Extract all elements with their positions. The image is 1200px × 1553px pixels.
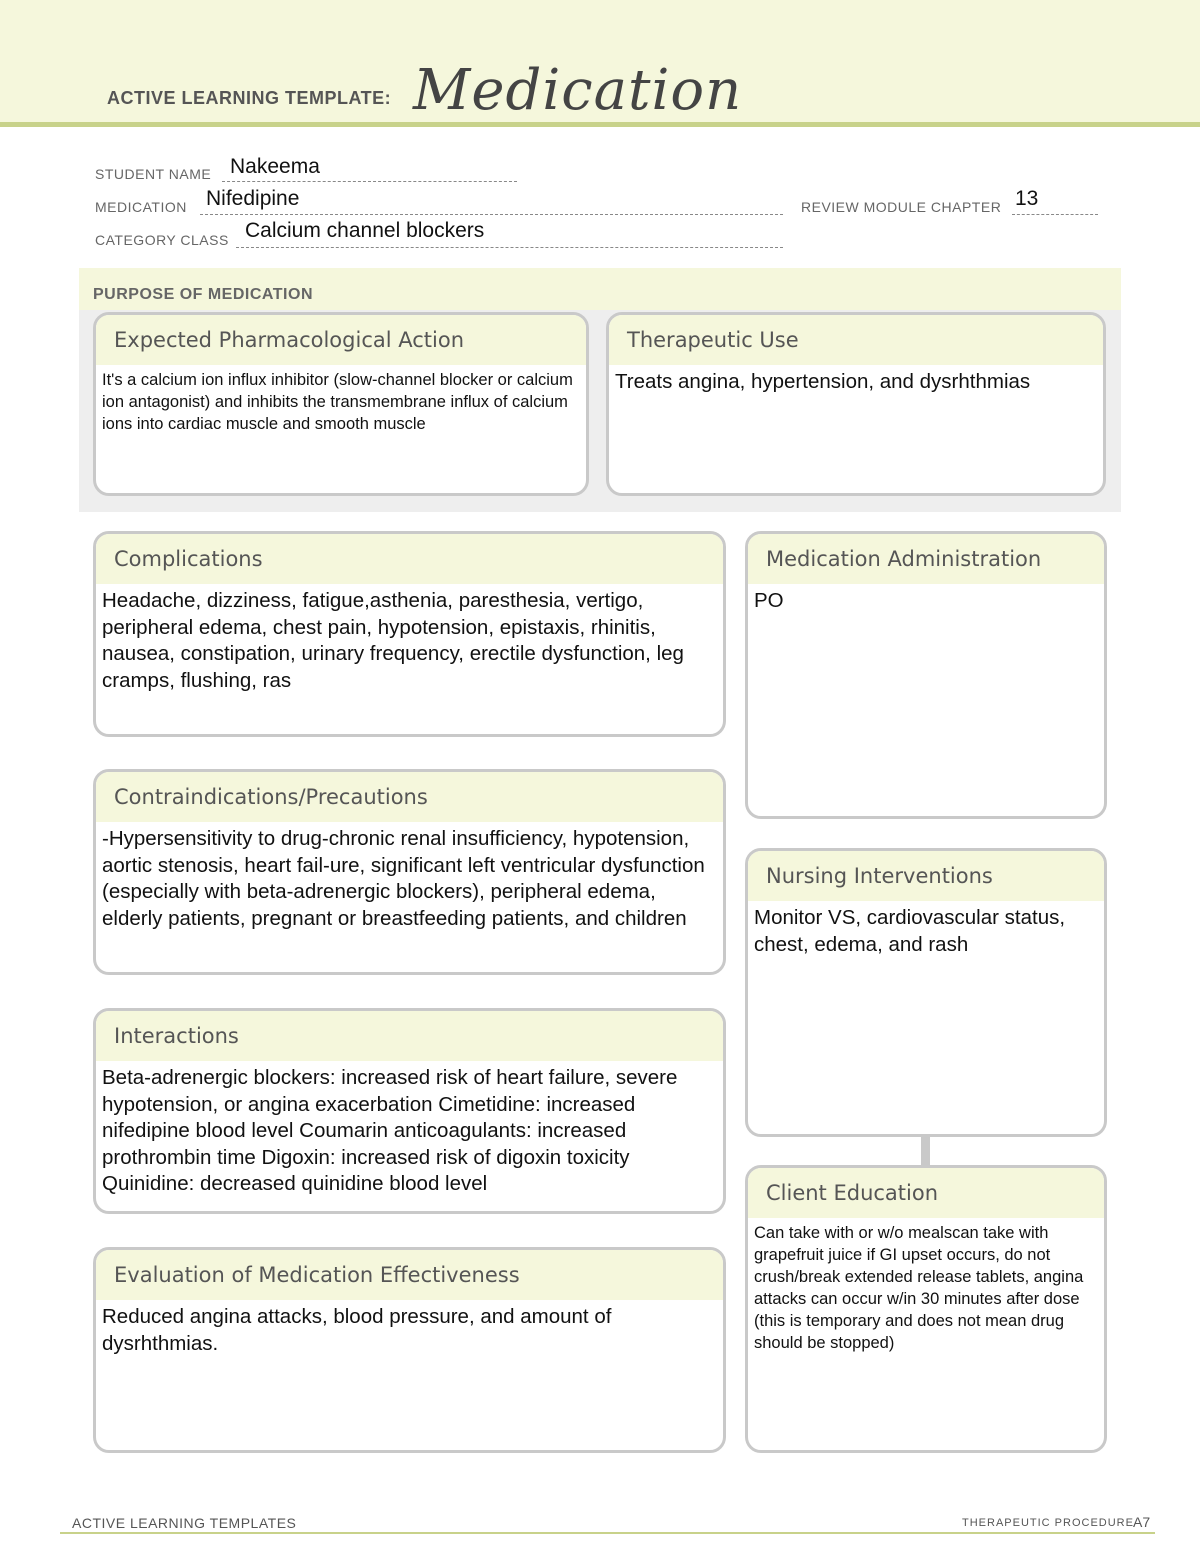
expected-action-body[interactable]: It's a calcium ion influx inhibitor (slow-channel blocker or calcium ion antagonist) and inhibits the transmembrane influx of calcium ions into cardiac muscle and smooth muscle bbox=[102, 371, 573, 433]
client-education-card bbox=[745, 1165, 1107, 1453]
category-class-label: CATEGORY CLASS bbox=[95, 232, 229, 248]
nursing-interventions-title: Nursing Interventions bbox=[766, 864, 993, 888]
medication-administration-header bbox=[748, 534, 1104, 584]
complications-card bbox=[93, 531, 726, 737]
review-module-label: REVIEW MODULE CHAPTER bbox=[801, 199, 1002, 215]
review-module-line bbox=[1012, 214, 1098, 215]
medication-label: MEDICATION bbox=[95, 199, 187, 215]
template-label: ACTIVE LEARNING TEMPLATE: bbox=[107, 88, 392, 108]
card-connector bbox=[921, 1136, 930, 1166]
complications-header bbox=[96, 534, 723, 584]
footer-left-label: ACTIVE LEARNING TEMPLATES bbox=[72, 1515, 297, 1531]
student-name-field[interactable]: Nakeema bbox=[230, 155, 320, 178]
contraindications-title: Contraindications/Precautions bbox=[114, 785, 428, 809]
purpose-title: PURPOSE OF MEDICATION bbox=[93, 286, 313, 303]
evaluation-header bbox=[96, 1250, 723, 1300]
evaluation-body[interactable]: Reduced angina attacks, blood pressure, and amount of dysrhthmias. bbox=[102, 1305, 612, 1355]
therapeutic-use-body[interactable]: Treats angina, hypertension, and dysrhthmias bbox=[615, 370, 1031, 393]
evaluation-card bbox=[93, 1247, 726, 1453]
therapeutic-use-card bbox=[606, 312, 1106, 496]
expected-action-card bbox=[93, 312, 589, 496]
category-class-line bbox=[236, 247, 783, 248]
expected-action-title: Expected Pharmacological Action bbox=[114, 328, 465, 352]
interactions-body[interactable]: Beta-adrenergic blockers: increased risk of heart failure, severe hypotension, or angina exacerbation Cimetidine: increased nifedipine blood level Coumarin anticoagulants: increased prothrombin time Digoxin: increased risk of digoxin toxicity Quinidine: decreased quinidine blood level bbox=[102, 1066, 678, 1195]
medication-field[interactable]: Nifedipine bbox=[206, 187, 300, 210]
complications-body[interactable]: Headache, dizziness, fatigue,asthenia, paresthesia, vertigo, peripheral edema, chest pain, hypotension, epistaxis, rhinitis, nausea, constipation, urinary frequency, erectile dysfunction, leg cramps, flushing, ras bbox=[102, 589, 684, 692]
interactions-title: Interactions bbox=[114, 1024, 239, 1048]
contraindications-header bbox=[96, 772, 723, 822]
footer-right-label: THERAPEUTIC PROCEDURE bbox=[962, 1517, 1134, 1529]
interactions-card bbox=[93, 1008, 726, 1214]
medication-administration-title: Medication Administration bbox=[766, 547, 1042, 571]
footer-page-number: A7 bbox=[1133, 1514, 1151, 1530]
evaluation-title: Evaluation of Medication Effectiveness bbox=[114, 1263, 520, 1287]
student-name-label: STUDENT NAME bbox=[95, 166, 212, 182]
nursing-interventions-card bbox=[745, 848, 1107, 1137]
client-education-header bbox=[748, 1168, 1104, 1218]
complications-title: Complications bbox=[114, 547, 263, 571]
medication-administration-card bbox=[745, 531, 1107, 819]
template-title: Medication bbox=[413, 58, 743, 123]
review-module-field[interactable]: 13 bbox=[1015, 187, 1039, 210]
client-education-body[interactable]: Can take with or w/o mealscan take with grapefruit juice if GI upset occurs, do not crush/break extended release tablets, angina attacks can occur w/in 30 minutes after dose (this is temporary and does not mean drug should be stopped) bbox=[754, 1224, 1084, 1352]
therapeutic-use-header bbox=[609, 315, 1103, 365]
therapeutic-use-title: Therapeutic Use bbox=[627, 328, 799, 352]
interactions-header bbox=[96, 1011, 723, 1061]
student-name-line bbox=[222, 181, 517, 182]
contraindications-body[interactable]: -Hypersensitivity to drug-chronic renal insufficiency, hypotension, aortic stenosis, heart fail-ure, significant left ventricular dysfunction (especially with beta-adrenergic blockers), peripheral edema, elderly patients, pregnant or breastfeeding patients, and children bbox=[102, 827, 705, 930]
client-education-title: Client Education bbox=[766, 1181, 939, 1205]
medication-line bbox=[200, 214, 783, 215]
nursing-interventions-header bbox=[748, 851, 1104, 901]
footer-rule bbox=[60, 1532, 1155, 1534]
medication-administration-body[interactable]: PO bbox=[754, 589, 784, 612]
nursing-interventions-body[interactable]: Monitor VS, cardiovascular status, chest, edema, and rash bbox=[754, 906, 1066, 956]
contraindications-card bbox=[93, 769, 726, 975]
expected-action-header bbox=[96, 315, 586, 365]
category-class-field[interactable]: Calcium channel blockers bbox=[245, 219, 485, 242]
